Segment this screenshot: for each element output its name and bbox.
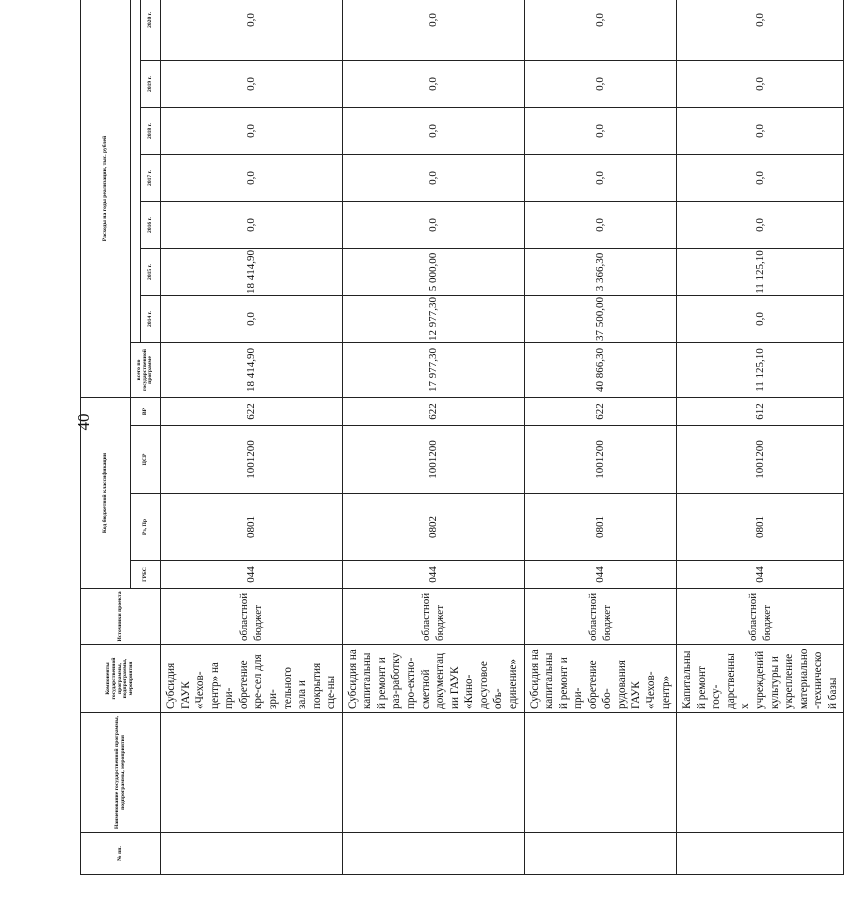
cell-grbs: 044 — [161, 561, 343, 589]
table-row — [342, 0, 524, 875]
header-year-2014: 2014 г. — [141, 296, 161, 343]
cell-2019: 0,0 — [161, 61, 343, 108]
table-row — [524, 0, 677, 875]
cell-csr: 1001200 — [161, 426, 343, 494]
cell-vr: 622 — [342, 398, 524, 426]
cell-total: 18 414,90 — [161, 343, 343, 398]
cell-num — [161, 833, 343, 875]
cell-2020: 0,0 — [524, 0, 677, 61]
header-component: Компоненты государственной программы, подпрограммы, мероприятия — [81, 645, 161, 713]
header-vr: ВР — [131, 398, 161, 426]
cell-2018: 0,0 — [677, 108, 844, 155]
cell-2015: 11 125,10 — [677, 249, 844, 296]
cell-2018: 0,0 — [342, 108, 524, 155]
cell-2015: 5 000,00 — [342, 249, 524, 296]
cell-2019: 0,0 — [677, 61, 844, 108]
cell-source: областной бюджет — [342, 589, 524, 645]
cell-vr: 622 — [524, 398, 677, 426]
cell-source: областной бюджет — [677, 589, 844, 645]
cell-2016: 0,0 — [677, 202, 844, 249]
cell-2014: 0,0 — [677, 296, 844, 343]
header-year-2017: 2017 г. — [141, 155, 161, 202]
header-years-group: Расходы на годы реализации, тыс. рублей — [81, 0, 131, 398]
cell-csr: 1001200 — [677, 426, 844, 494]
cell-2020: 0,0 — [677, 0, 844, 61]
cell-2018: 0,0 — [524, 108, 677, 155]
header-years-spacer — [131, 0, 141, 343]
cell-grbs: 044 — [342, 561, 524, 589]
cell-component: Капитальный ремонт госу-дарственных учреждений культуры и укрепление материально-технической базы — [677, 645, 844, 713]
cell-program — [524, 713, 677, 833]
cell-2014: 0,0 — [161, 296, 343, 343]
header-budget-group: Код бюджетной классификации — [81, 398, 131, 589]
cell-2017: 0,0 — [677, 155, 844, 202]
cell-2019: 0,0 — [342, 61, 524, 108]
cell-2014: 37 500,00 — [524, 296, 677, 343]
header-year-2019: 2019 г. — [141, 61, 161, 108]
cell-csr: 1001200 — [342, 426, 524, 494]
header-csr: ЦСР — [131, 426, 161, 494]
cell-2016: 0,0 — [161, 202, 343, 249]
cell-grbs: 044 — [677, 561, 844, 589]
cell-vr: 612 — [677, 398, 844, 426]
cell-total: 11 125,10 — [677, 343, 844, 398]
cell-2017: 0,0 — [161, 155, 343, 202]
cell-component: Субсидия ГАУК «Чехов-центр» на при-обретение кре-сел для зри-тельного зала и покрытия сце-ны — [161, 645, 343, 713]
header-year-2020: 2020 г. — [141, 0, 161, 61]
cell-2014: 12 977,30 — [342, 296, 524, 343]
rotated-table-container — [80, 12, 839, 875]
header-num: № пп. — [81, 833, 161, 875]
cell-2019: 0,0 — [524, 61, 677, 108]
cell-rzpr: 0801 — [524, 494, 677, 561]
cell-num — [342, 833, 524, 875]
cell-rzpr: 0802 — [342, 494, 524, 561]
cell-csr: 1001200 — [524, 426, 677, 494]
cell-rzpr: 0801 — [161, 494, 343, 561]
cell-vr: 622 — [161, 398, 343, 426]
header-year-2015: 2015 г. — [141, 249, 161, 296]
header-year-2018: 2018 г. — [141, 108, 161, 155]
header-rzpr: Рз, Пр — [131, 494, 161, 561]
cell-source: областной бюджет — [161, 589, 343, 645]
cell-component: Субсидия на капитальный ремонт и раз-работку про-ектно-сметной документации ГАУК «Кино-досуговое объ-единение» — [342, 645, 524, 713]
header-total: всего по государственной программе — [131, 343, 161, 398]
cell-2020: 0,0 — [161, 0, 343, 61]
cell-2015: 18 414,90 — [161, 249, 343, 296]
cell-num — [677, 833, 844, 875]
cell-grbs: 044 — [524, 561, 677, 589]
cell-component: Субсидия на капитальный ремонт и при-обретение обо-рудования ГАУК «Чехов-центр» — [524, 645, 677, 713]
cell-2017: 0,0 — [524, 155, 677, 202]
cell-2018: 0,0 — [161, 108, 343, 155]
cell-program — [161, 713, 343, 833]
cell-2016: 0,0 — [342, 202, 524, 249]
cell-program — [677, 713, 844, 833]
cell-2015: 3 366,30 — [524, 249, 677, 296]
header-program: Наименование государственной программы, подпрограммы, мероприятия — [81, 713, 161, 833]
header-grbs: ГРБС — [131, 561, 161, 589]
header-source: Источники проекта — [81, 589, 161, 645]
cell-num — [524, 833, 677, 875]
cell-rzpr: 0801 — [677, 494, 844, 561]
page-number: 40 — [74, 413, 93, 431]
budget-table — [80, 0, 844, 875]
cell-2016: 0,0 — [524, 202, 677, 249]
table-row — [677, 0, 844, 875]
cell-source: областной бюджет — [524, 589, 677, 645]
cell-2020: 0,0 — [342, 0, 524, 61]
cell-total: 40 866,30 — [524, 343, 677, 398]
cell-program — [342, 713, 524, 833]
cell-2017: 0,0 — [342, 155, 524, 202]
table-row — [161, 0, 343, 875]
cell-total: 17 977,30 — [342, 343, 524, 398]
header-year-2016: 2016 г. — [141, 202, 161, 249]
